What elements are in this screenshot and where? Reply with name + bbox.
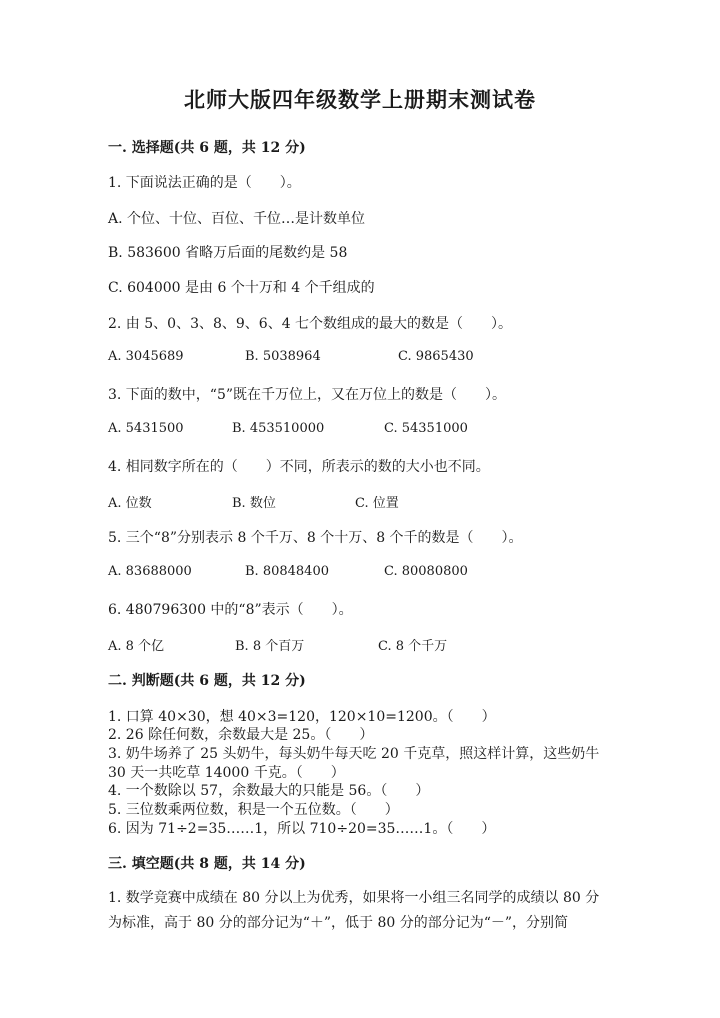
judge-item: 6. 因为 71÷2=35……1，所以 710÷20=35……1。（ ） [108,821,496,837]
question-3-option-b: B. 453510000 [232,421,325,436]
question-6-option-c: C. 8 个千万 [378,639,448,654]
judge-item: 3. 奶牛场养了 25 头奶牛，每头奶牛每天吃 20 千克草，照这样计算，这些奶牛 [108,746,600,762]
question-1-option-c: C. 604000 是由 6 个十万和 4 个千组成的 [108,280,375,296]
judge-item: 4. 一个数除以 57，余数最大的只能是 56。（ ） [108,783,430,799]
fill-item-text: 1. 数学竞赛中成绩在 80 分以上为优秀，如果将一小组三名同学的成绩以 80 分 [108,890,600,906]
question-4-option-a: A. 位数 [108,496,152,511]
question-6-stem: 6. 480796300 中的“8”表示（ ）。 [108,602,353,618]
question-1-option-b: B. 583600 省略万后面的尾数约是 58 [108,245,348,261]
question-2-option-a: A. 3045689 [108,349,184,364]
question-4-option-c: C. 位置 [355,496,399,511]
question-3-stem: 3. 下面的数中，“5”既在千万位上，又在万位上的数是（ ）。 [108,387,507,403]
question-5-option-a: A. 83688000 [108,564,192,579]
question-3-option-c: C. 54351000 [384,421,468,436]
section-heading-judge: 二. 判断题(共 6 题，共 12 分) [108,673,306,689]
question-2-option-c: C. 9865430 [398,349,474,364]
question-4-stem: 4. 相同数字所在的（ ）不同，所表示的数的大小也不同。 [108,459,490,475]
section-heading-choice: 一. 选择题(共 6 题，共 12 分) [108,140,306,156]
question-1-stem: 1. 下面说法正确的是（ ）。 [108,175,301,191]
question-5-option-b: B. 80848400 [245,564,329,579]
judge-item: 1. 口算 40×30，想 40×3=120，120×10=1200。（ ） [108,709,496,725]
question-2-option-b: B. 5038964 [245,349,321,364]
judge-item: 2. 26 除任何数，余数最大是 25。（ ） [108,727,374,743]
judge-item: 5. 三位数乘两位数，积是一个五位数。（ ） [108,802,399,818]
question-1-option-a: A. 个位、十位、百位、千位…是计数单位 [108,211,366,227]
question-6-option-a: A. 8 个亿 [108,639,165,654]
question-3-option-a: A. 5431500 [108,421,184,436]
question-4-option-b: B. 数位 [232,496,276,511]
question-5-option-c: C. 80080800 [384,564,468,579]
judge-item: 30 天一共吃草 14000 千克。（ ） [108,765,345,781]
question-5-stem: 5. 三个“8”分别表示 8 个千万、8 个十万、8 个千的数是（ ）。 [108,530,523,546]
fill-item-text: 为标准，高于 80 分的部分记为“＋”，低于 80 分的部分记为“－”，分别简 [108,915,569,931]
section-heading-fill: 三. 填空题(共 8 题，共 14 分) [108,856,306,872]
question-6-option-b: B. 8 个百万 [235,639,305,654]
question-2-stem: 2. 由 5、0、3、8、9、6、4 七个数组成的最大的数是（ ）。 [108,316,513,332]
page-title: 北师大版四年级数学上册期末测试卷 [184,87,536,112]
